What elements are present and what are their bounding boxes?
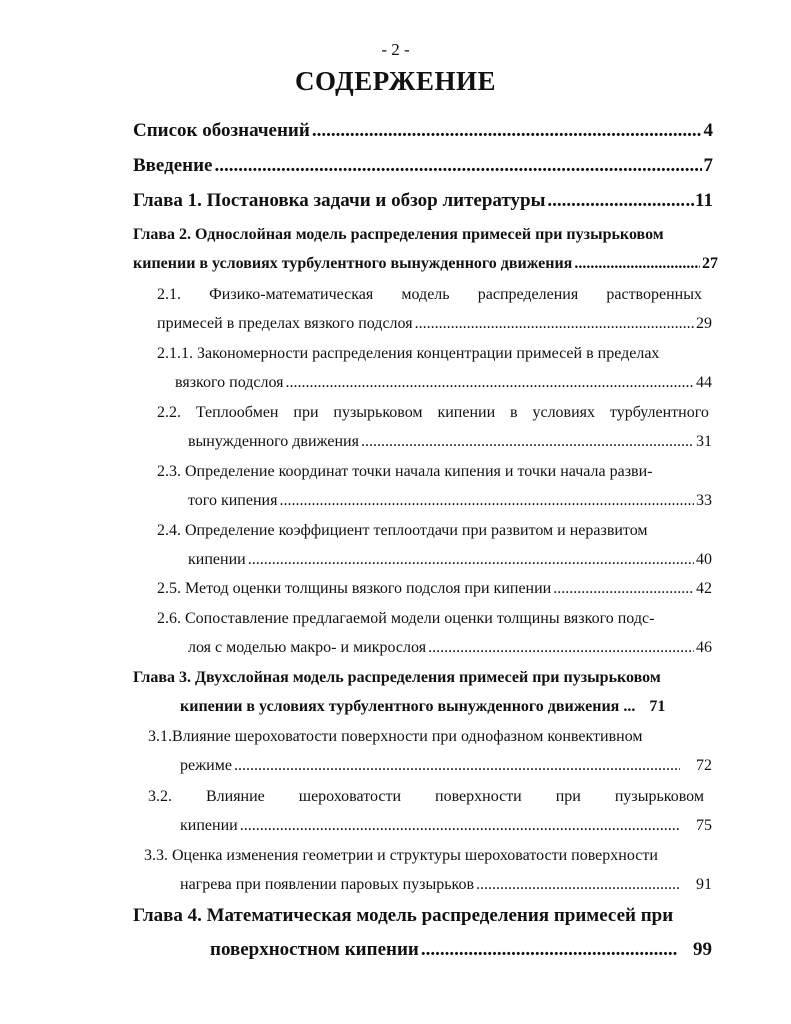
toc-entry-3-2-line1: 3.2. Влияние шероховатости поверхности при пузырьковом [148, 788, 704, 805]
toc-entry-title: того кипения [188, 492, 278, 509]
toc-entry-page: 40 [696, 551, 712, 568]
toc-entry-page: 33 [696, 492, 712, 509]
toc-entry-2-1-1-line1: 2.1.1. Закономерности распределения концентрации примесей в пределах [157, 345, 660, 362]
toc-entry-chapter-3: кипении в условиях турбулентного вынужденного движения ... 71 [180, 698, 666, 715]
toc-entry-2-5 [157, 580, 712, 598]
toc-entry-3-3 [180, 876, 712, 894]
toc-entry-page: ..11 [685, 190, 713, 211]
page-number: - 2 - [381, 40, 410, 59]
toc-entry-chapter-4 [210, 939, 712, 961]
toc-entry-page: 75 [696, 817, 712, 834]
toc-entry-2-3 [188, 492, 712, 510]
toc-entry-title: поверхностном кипении [210, 939, 419, 960]
toc-entry-page: 29 [696, 315, 712, 332]
toc-entry-title: примесей в пределах вязкого подслоя [157, 315, 413, 332]
toc-entry-title: кипении в условиях турбулентного вынужденного движения [133, 255, 573, 272]
toc-entry-2-1-line1: 2.1. Физико-математическая модель распределения растворенных [157, 286, 702, 303]
toc-entry-page: 42 [696, 580, 712, 597]
toc-entry-title: вынужденного движения [188, 433, 359, 450]
toc-entry-2-1 [157, 315, 712, 333]
toc-entry-3-3-line1: 3.3. Оценка изменения геометрии и структуры шероховатости поверхности [144, 847, 658, 864]
page-title: СОДЕРЖЕНИЕ [294, 66, 496, 96]
toc-entry-2-4-line1: 2.4. Определение коэффициент теплоотдачи при развитом и неразвитом [157, 522, 648, 539]
toc-entry-title: Список обозначений [133, 120, 310, 141]
toc-entry-page: 46 [696, 639, 712, 656]
toc-entry-page: 44 [696, 374, 712, 391]
toc-entry-chapter-1 [133, 190, 713, 212]
toc-entry-title: режиме [180, 757, 232, 774]
toc-entry-title: Глава 1. Постановка задачи и обзор литературы [133, 190, 546, 211]
toc-entry-2-3-line1: 2.3. Определение координат точки начала кипения и точки начала разви- [157, 463, 653, 480]
toc-entry-title: кипении в условиях турбулентного вынужденного движения [180, 698, 620, 715]
toc-entry-2-6 [188, 639, 712, 657]
toc-entry-page: 4 [703, 120, 713, 141]
toc-entry-title: лоя с моделью макро- и микрослоя [188, 639, 427, 656]
toc-entry-page: 31 [696, 433, 712, 450]
toc-entry-page: 27 [702, 255, 718, 272]
toc-entry-2-1-1 [175, 374, 712, 392]
toc-entry-3-1 [180, 757, 712, 775]
toc-entry-chapter-4-line1: Глава 4. Математическая модель распределения примесей при [133, 905, 674, 926]
toc-entry-page: 71 [649, 698, 666, 715]
toc-entry-page: 72 [696, 757, 712, 774]
toc-entry-title: нагрева при появлении паровых пузырьков [180, 876, 475, 893]
toc-entry-page: 99 [693, 939, 712, 960]
toc-entry-title: кипении [180, 817, 238, 834]
toc-entry-title: 2.5. Метод оценки толщины вязкого подслоя при кипении [157, 580, 552, 597]
toc-entry-title: кипении [188, 551, 246, 568]
toc-entry-title: Введение [133, 155, 213, 176]
toc-entry-title: вязкого подслоя [175, 374, 284, 391]
toc-entry-chapter-3-line1: Глава 3. Двухслойная модель распределения примесей при пузырьковом [133, 669, 661, 686]
toc-entry-3-2 [180, 817, 712, 835]
toc-entry-2-4 [188, 551, 712, 569]
toc-entry-2-6-line1: 2.6. Сопоставление предлагаемой модели оценки толщины вязкого подс- [157, 610, 655, 627]
toc-entry-3-1-line1: 3.1.Влияние шероховатости поверхности при однофазном конвективном [148, 728, 643, 745]
toc-entry-chapter-2-line1: Глава 2. Однослойная модель распределения примесей при пузырьковом [133, 226, 664, 243]
toc-entry-page: 91 [696, 876, 712, 893]
toc-entry-chapter-2 [133, 255, 718, 273]
toc-entry-2-2 [188, 433, 712, 451]
toc-entry-2-2-line1: 2.2. Теплообмен при пузырьковом кипении в условиях турбулентного [157, 404, 709, 421]
toc-entry-notation [133, 120, 713, 142]
toc-entry-page: 7 [703, 155, 713, 176]
toc-entry-intro [133, 155, 713, 177]
